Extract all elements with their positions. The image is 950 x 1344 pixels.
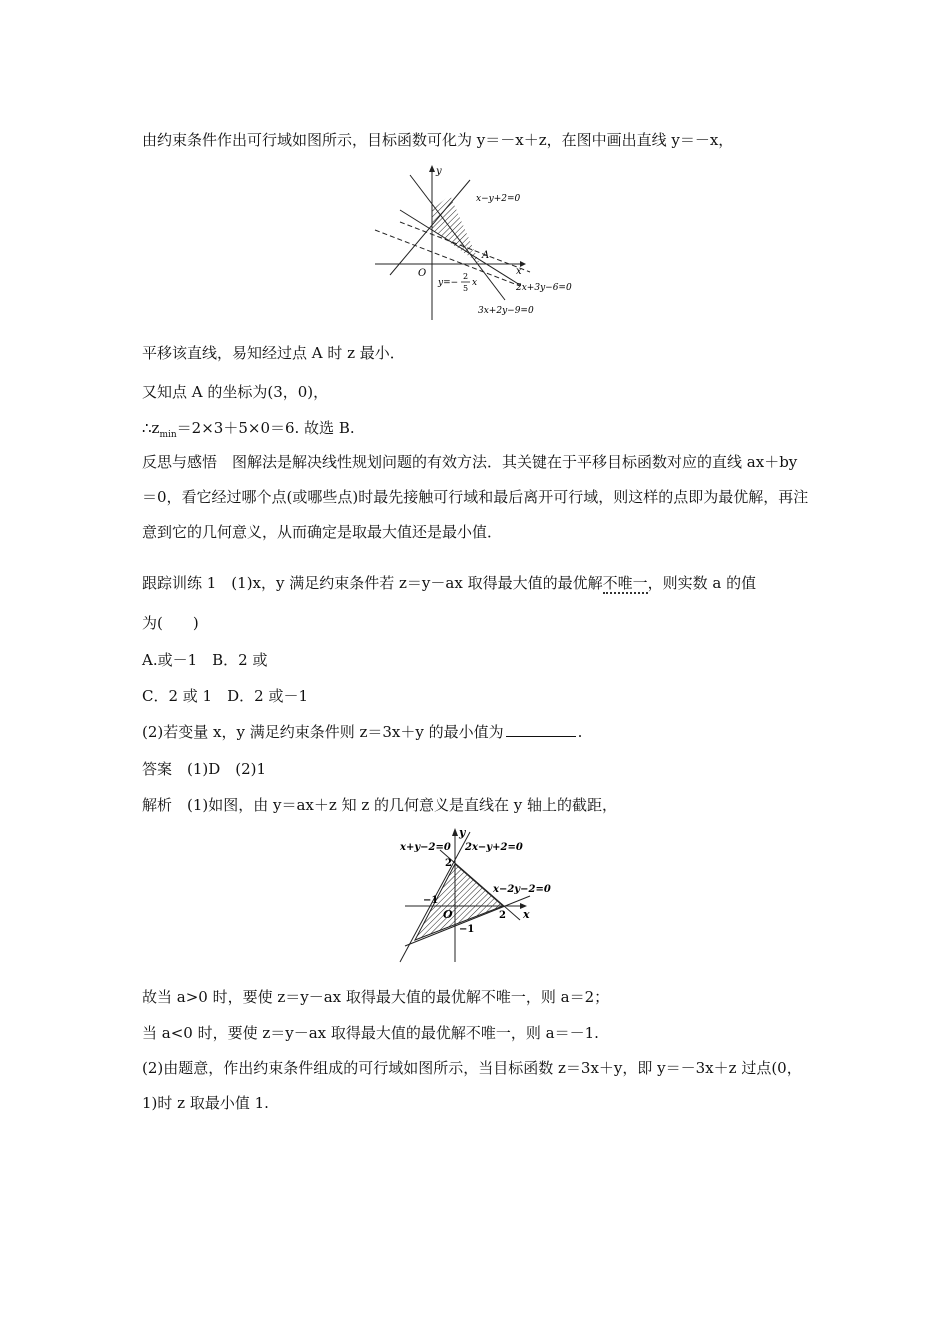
- fig2-line3-label: x−2y−2=0: [493, 884, 551, 895]
- options-AB: A.或－1 B．2 或: [142, 651, 268, 669]
- translate-line: 平移该直线，易知经过点 A 时 z 最小．: [142, 344, 405, 362]
- options-CD: C．2 或 1 D．2 或－1: [142, 687, 308, 705]
- fig1-dashed-den: 5: [463, 284, 469, 293]
- question-2: (2)若变量 x，y 满足约束条件则 z＝3x＋y 的最小值为 .: [142, 723, 583, 741]
- fig1-x-label: x: [516, 266, 522, 277]
- fig1-line3-label: 3x+2y−9=0: [478, 306, 534, 316]
- fig2-tick-2x: 2: [499, 910, 506, 921]
- figure-feasible-region-1: [370, 160, 590, 320]
- final-paragraph: (2)由题意，作出约束条件组成的可行域如图所示，当目标函数 z＝3x＋y，即 y＝－3x＋z 过点(0，1)时 z 取最小值 1.: [142, 1059, 802, 1112]
- fig1-dashed-label: y=−: [438, 278, 459, 288]
- fig1-line2-label: 2x+3y−6=0: [516, 283, 572, 293]
- zmin-line: $\therefore z_{min}=2\times 3+5\times 0=6$. 故选 B.: [142, 419, 355, 440]
- fig2-line1-label: x+y−2=0: [400, 842, 451, 853]
- answer-blank: [506, 736, 576, 737]
- answer-line: 答案 (1)D (2)1: [142, 760, 267, 778]
- track-training-line-2: 为( ): [142, 614, 199, 632]
- fig2-y-label: y: [459, 826, 466, 839]
- fig1-y-label: y: [436, 166, 442, 177]
- reflection-paragraph: 反思与感悟 图解法是解决线性规划问题的有效方法．其关键在于平移目标函数对应的直线 ax＋by＝0，看它经过哪个点(或哪些点)时最先接触可行域和最后离开可行域，则这样的点即为最优解，再注意到它的几何意义，从而确定是取最大值还是最小值．: [142, 453, 809, 541]
- fig1-line1-label: x−y+2=0: [476, 194, 521, 204]
- fig2-line2-label: 2x−y+2=0: [465, 842, 523, 853]
- fig2-tick-m1x: −1: [423, 895, 439, 906]
- figure-feasible-region-2: [395, 822, 570, 967]
- fig1-dashed-num: 2: [463, 272, 469, 281]
- case-a-positive: 故当 a>0 时，要使 z＝y－ax 取得最大值的最优解不唯一，则 a＝2；: [142, 988, 610, 1006]
- case-a-negative: 当 a<0 时，要使 z＝y－ax 取得最大值的最优解不唯一，则 a＝－1.: [142, 1024, 599, 1042]
- coordinate-line: 又知点 A 的坐标为(3，0)，: [142, 383, 329, 401]
- fig1-point-A: A: [482, 250, 490, 261]
- fig1-origin: O: [418, 268, 427, 279]
- fig2-tick-2y: 2: [445, 858, 452, 869]
- intro-line: 由约束条件作出可行域如图所示，目标函数可化为 y＝－x＋z，在图中画出直线 y＝－x，: [142, 131, 734, 149]
- analysis-line: 解析 (1)如图，由 y＝ax＋z 知 z 的几何意义是直线在 y 轴上的截距，: [142, 796, 618, 814]
- fig2-origin: O: [443, 908, 453, 921]
- fig1-dashed-var: x: [472, 278, 478, 288]
- track-training-line: 跟踪训练 1 (1)x，y 满足约束条件若 z＝y－ax 取得最大值的最优解不唯一，则实数 a 的值: [142, 574, 757, 592]
- fig2-x-label: x: [523, 908, 530, 921]
- fig2-tick-m1y: −1: [459, 924, 475, 935]
- shaded-region: [432, 195, 480, 264]
